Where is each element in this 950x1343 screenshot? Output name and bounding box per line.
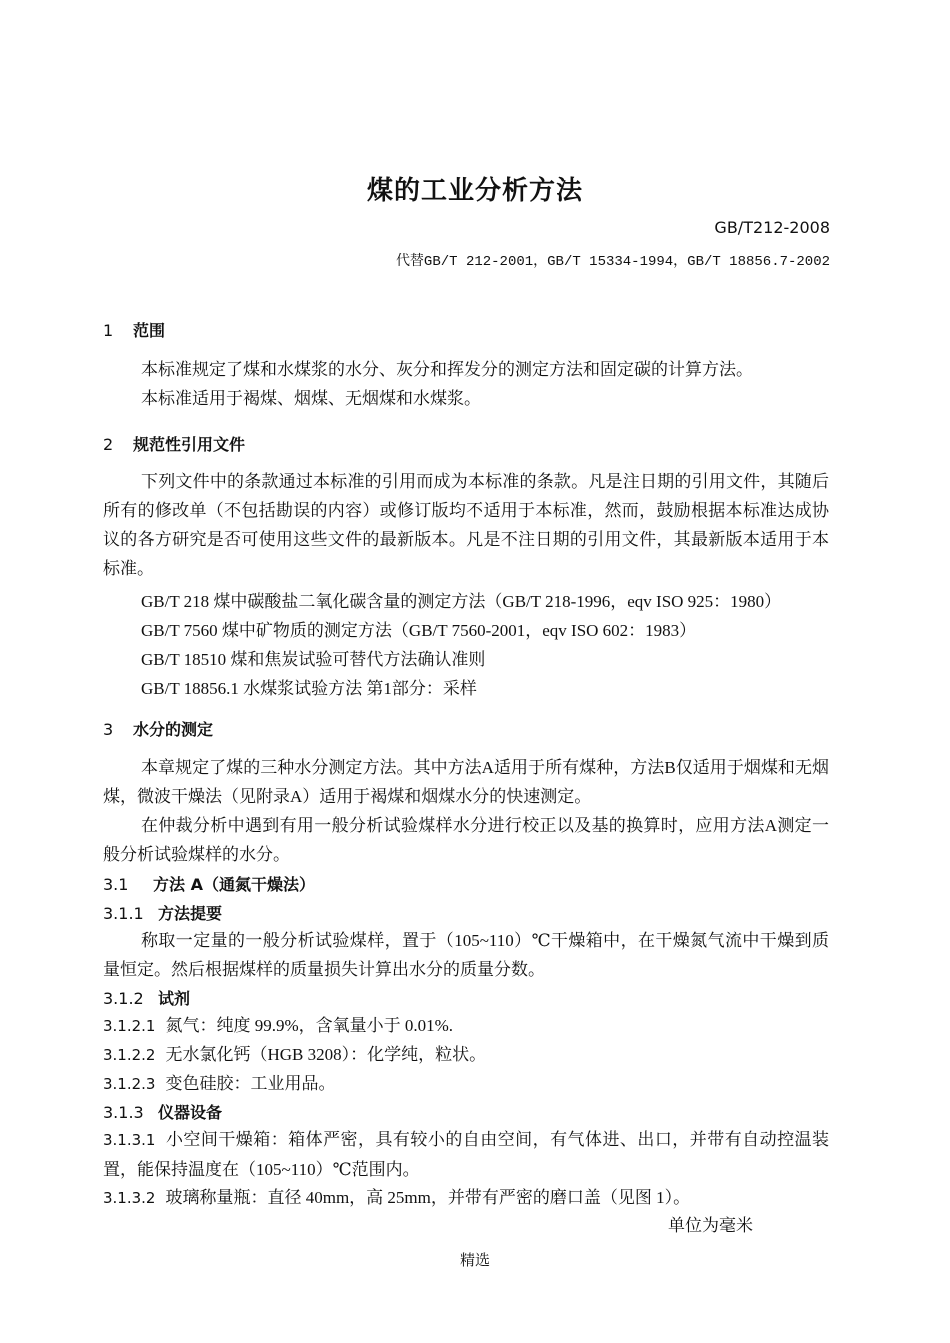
subsection-number: 3.1.1 [103, 904, 144, 923]
item-number: 3.1.3.1 [103, 1131, 156, 1149]
subsection-3-1-1-heading [103, 901, 222, 924]
section-title: 水分的测定 [133, 720, 214, 739]
section-3-paragraph-1: 本章规定了煤的三种水分测定方法。其中方法A适用于所有煤种，方法B仅适用于烟煤和无烟煤，微波干燥法（见附录A）适用于褐煤和烟煤水分的快速测定。 [103, 758, 829, 806]
replaces-note: 代替GB/T 212-2001，GB/T 15334-1994，GB/T 18856.7-2002 [395, 254, 830, 270]
section-title: 规范性引用文件 [133, 435, 246, 454]
item-number: 3.1.3.2 [103, 1189, 156, 1207]
item-text: 玻璃称量瓶：直径 40mm，高 25mm，并带有严密的磨口盖（见图 1）。 [165, 1188, 691, 1207]
item-text: 无水氯化钙（HGB 3208）：化学纯，粒状。 [165, 1045, 487, 1064]
item-text: 氮气：纯度 99.9%，含氧量小于 0.01%. [165, 1016, 454, 1035]
subsection-title: 试剂 [158, 989, 191, 1008]
standard-code: GB/T212-2008 [714, 218, 830, 237]
section-title: 范围 [133, 321, 166, 340]
reference-item: GB/T 18510 煤和焦炭试验可替代方法确认准则 [141, 650, 486, 669]
subsection-title: 方法 A（通氮干燥法） [153, 875, 315, 894]
section-2-paragraph-1: 下列文件中的条款通过本标准的引用而成为本标准的条款。凡是注日期的引用文件，其随后所有的修改单（不包括勘误的内容）或修订版均不适用于本标准，然而，鼓励根据本标准达成协议的各方研究是否可使用这些文件的最新版本。凡是不注日期的引用文件，其最新版本适用于本标准。 [103, 472, 829, 578]
subsection-3-1-3-heading [103, 1100, 222, 1123]
item-3-1-3-2 [103, 1183, 829, 1213]
section-1-paragraph-2: 本标准适用于褐煤、烟煤、无烟煤和水煤浆。 [141, 389, 481, 408]
subsection-number: 3.1.2 [103, 989, 144, 1008]
subsection-title: 仪器设备 [158, 1103, 223, 1122]
reference-item: GB/T 18856.1 水煤浆试验方法 第1部分：采样 [141, 679, 477, 698]
item-3-1-2-3 [103, 1069, 829, 1099]
section-number: 1 [103, 321, 114, 340]
document-title: 煤的工业分析方法 [366, 176, 583, 206]
section-number: 2 [103, 435, 114, 454]
section-3-heading [103, 717, 213, 740]
item-text: 小空间干燥箱：箱体严密，具有较小的自由空间，有气体进、出口，并带有自动控温装置，能保持温度在（105~110）℃范围内。 [103, 1130, 829, 1179]
page-footer: 精选 [459, 1253, 490, 1269]
section-1-heading [103, 318, 165, 341]
item-3-1-2-1 [103, 1011, 829, 1041]
reference-item: GB/T 7560 煤中矿物质的测定方法（GB/T 7560-2001，eqv ISO 602：1983） [141, 621, 697, 640]
item-3-1-2-2 [103, 1040, 829, 1070]
item-3-1-3-1 [103, 1125, 829, 1184]
section-2-heading [103, 432, 245, 455]
subsection-number: 3.1.3 [103, 1103, 144, 1122]
subsection-3-1-1-paragraph: 称取一定量的一般分析试验煤样，置于（105~110）℃干燥箱中，在干燥氮气流中干燥到质量恒定。然后根据煤样的质量损失计算出水分的质量分数。 [103, 931, 829, 979]
section-1-paragraph-1: 本标准规定了煤和水煤浆的水分、灰分和挥发分的测定方法和固定碳的计算方法。 [141, 360, 753, 379]
subsection-title: 方法提要 [158, 904, 223, 923]
section-3-paragraph-2: 在仲裁分析中遇到有用一般分析试验煤样水分进行校正以及基的换算时，应用方法A测定一般分析试验煤样的水分。 [103, 816, 829, 864]
item-number: 3.1.2.2 [103, 1046, 156, 1064]
subsection-3-1-heading [103, 872, 315, 895]
item-text: 变色硅胶：工业用品。 [165, 1074, 336, 1093]
section-number: 3 [103, 720, 114, 739]
item-number: 3.1.2.3 [103, 1075, 156, 1093]
reference-item: GB/T 218 煤中碳酸盐二氧化碳含量的测定方法（GB/T 218-1996，eqv ISO 925：1980） [141, 592, 782, 611]
subsection-3-1-2-heading [103, 986, 190, 1009]
subsection-number: 3.1 [103, 875, 129, 894]
unit-note: 单位为毫米 [668, 1216, 753, 1235]
item-number: 3.1.2.1 [103, 1017, 156, 1035]
